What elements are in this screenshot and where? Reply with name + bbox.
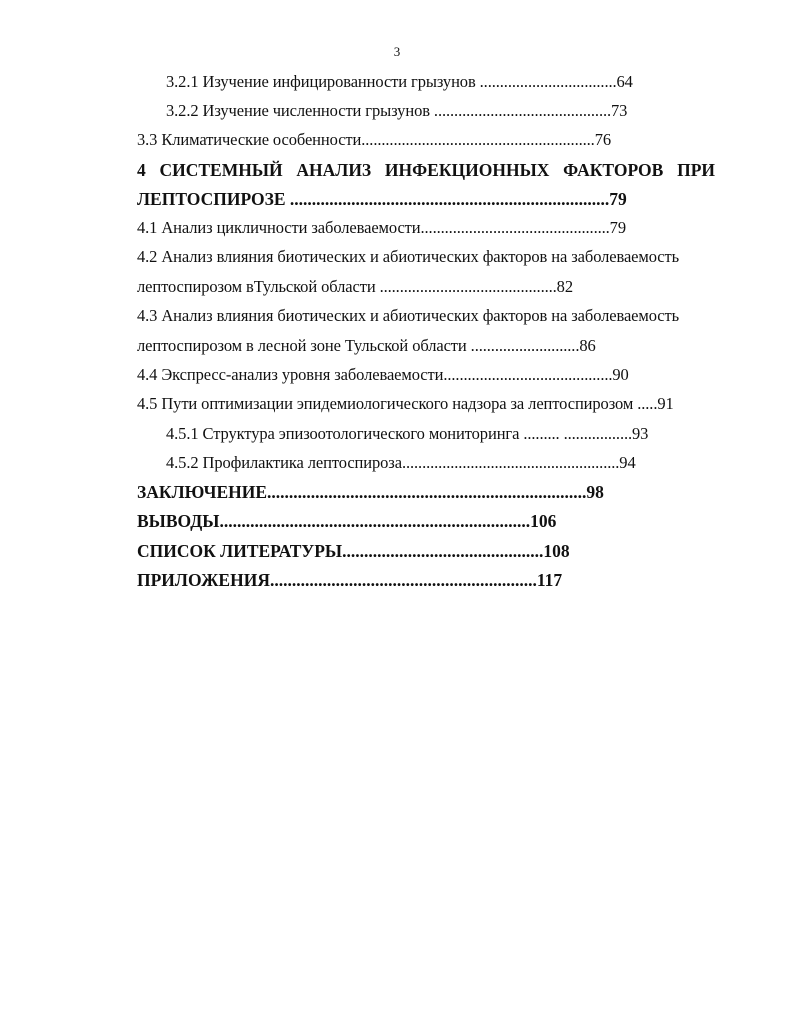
toc-entry-4-3-line-2: лептоспирозом в лесной зоне Тульской области ...........................86 bbox=[137, 336, 596, 355]
toc-entry-3-2-2: 3.2.2 Изучение численности грызунов ............................................73 bbox=[166, 101, 628, 120]
toc-entry-4-2-line-1: 4.2 Анализ влияния биотических и абиотических факторов на заболеваемость bbox=[137, 247, 680, 266]
toc-entry-4-5-1: 4.5.1 Структура эпизоотологического мониторинга ......... .................93 bbox=[166, 424, 649, 443]
toc-entry-4-2-line-2: лептоспирозом вТульской области ............................................82 bbox=[137, 277, 573, 296]
toc-references: СПИСОК ЛИТЕРАТУРЫ..............................................108 bbox=[137, 541, 570, 561]
toc-chapter-4-line-1: 4 СИСТЕМНЫЙ АНАЛИЗ ИНФЕКЦИОННЫХ ФАКТОРОВ ПРИ bbox=[137, 160, 715, 180]
toc-chapter-4-line-2: ЛЕПТОСПИРОЗЕ .........................................................................79 bbox=[137, 189, 627, 209]
toc-appendices: ПРИЛОЖЕНИЯ.............................................................117 bbox=[137, 570, 563, 590]
toc-entry-4-1: 4.1 Анализ цикличности заболеваемости...............................................79 bbox=[137, 218, 626, 237]
toc-entry-3-3: 3.3 Климатические особенности..........................................................76 bbox=[137, 130, 612, 149]
toc-findings: ВЫВОДЫ.......................................................................106 bbox=[137, 511, 557, 531]
toc-entry-4-5-2: 4.5.2 Профилактика лептоспироза......................................................94 bbox=[166, 453, 636, 472]
toc-entry-4-5: 4.5 Пути оптимизации эпидемиологического надзора за лептоспирозом .....91 bbox=[137, 394, 674, 413]
page-number: 3 bbox=[393, 44, 401, 59]
toc-entry-4-4: 4.4 Экспресс-анализ уровня заболеваемости..........................................90 bbox=[137, 365, 629, 384]
toc-entry-3-2-1: 3.2.1 Изучение инфицированности грызунов ..................................64 bbox=[166, 72, 633, 91]
toc-entry-4-3-line-1: 4.3 Анализ влияния биотических и абиотических факторов на заболеваемость bbox=[137, 306, 680, 325]
toc-conclusion: ЗАКЛЮЧЕНИЕ.........................................................................98 bbox=[137, 482, 604, 502]
